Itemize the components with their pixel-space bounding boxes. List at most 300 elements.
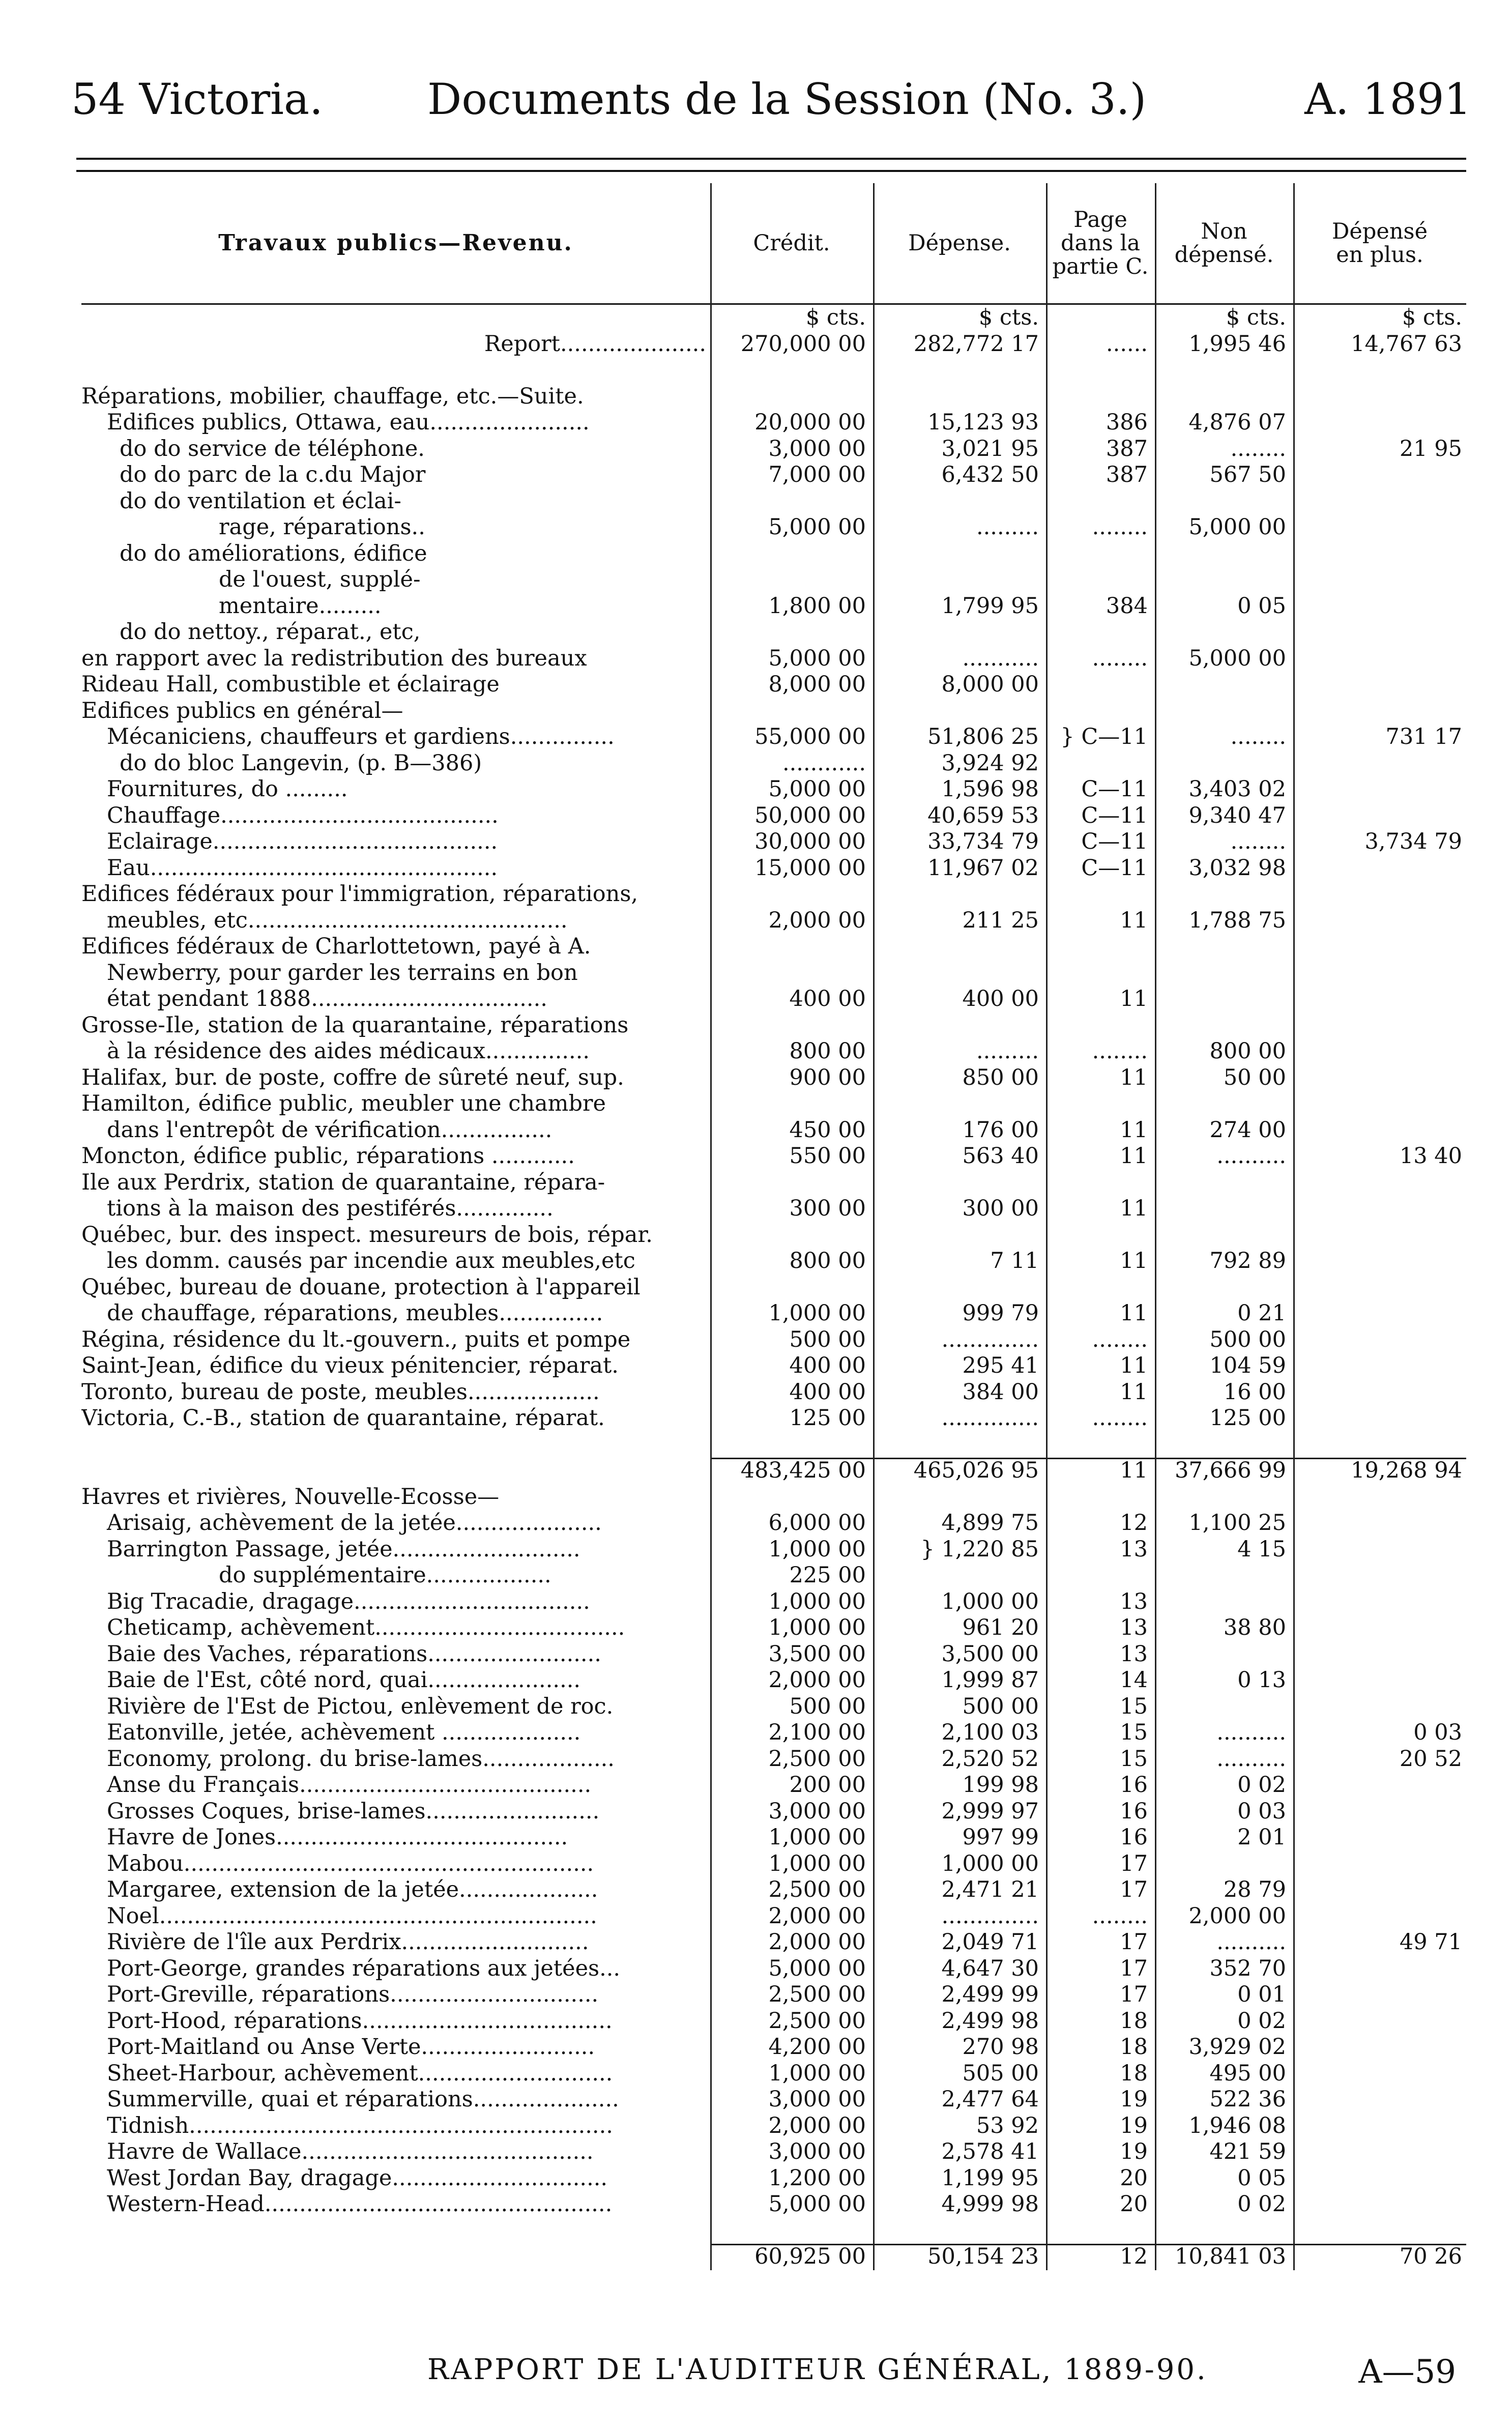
row-page-ref: 11 <box>1120 1458 1148 1483</box>
row-page-ref: 11 <box>1120 907 1148 933</box>
table-total-row <box>81 2244 1466 2270</box>
column-divider <box>1155 183 1156 2270</box>
header-year: A. 1891 <box>1304 74 1471 124</box>
row-description: Mabou........................................................... <box>107 1850 594 1876</box>
row-depense: 53 92 <box>976 2112 1039 2138</box>
row-depense: 4,999 98 <box>941 2191 1039 2217</box>
accounts-table <box>81 183 1466 2270</box>
row-non-depense: 0 02 <box>1237 1772 1286 1798</box>
row-page-ref: 17 <box>1120 1877 1148 1902</box>
row-non-depense: 5,000 00 <box>1188 514 1286 540</box>
row-depense: 199 98 <box>962 1772 1039 1798</box>
row-page-ref: 18 <box>1120 2008 1148 2034</box>
row-non-depense: 0 13 <box>1237 1667 1286 1693</box>
row-depense: 4,647 30 <box>941 1955 1039 1981</box>
row-depense: } 1,220 85 <box>920 1536 1039 1562</box>
row-depense-plus: 14,767 63 <box>1351 331 1462 357</box>
row-description: Edifices fédéraux pour l'immigration, réparations, <box>81 881 638 907</box>
table-row <box>81 2061 1466 2087</box>
row-credit: 500 00 <box>789 1326 866 1352</box>
row-description: Victoria, C.-B., station de quarantaine, réparat. <box>81 1405 605 1431</box>
row-non-depense: 495 00 <box>1209 2060 1286 2086</box>
row-description: Western-Head.................................................. <box>107 2191 613 2217</box>
row-depense: 2,049 71 <box>941 1929 1039 1955</box>
row-credit: 225 00 <box>789 1562 866 1588</box>
row-description: Rivière de l'Est de Pictou, enlèvement de roc. <box>107 1693 614 1719</box>
column-header-credit: Crédit. <box>753 230 830 256</box>
row-page-ref: ...... <box>1106 331 1148 357</box>
table-row <box>81 2191 1466 2218</box>
row-depense-plus: 21 95 <box>1399 436 1462 461</box>
row-page-ref: ........ <box>1092 1326 1148 1352</box>
row-credit: 400 00 <box>789 986 866 1011</box>
row-description: Grosses Coques, brise-lames......................... <box>107 1798 600 1824</box>
row-description: Economy, prolong. du brise-lames................... <box>107 1746 615 1772</box>
row-description: Toronto, bureau de poste, meubles................... <box>81 1379 600 1405</box>
row-depense: 7 11 <box>990 1248 1039 1274</box>
row-non-depense: 0 02 <box>1237 2008 1286 2034</box>
table-row <box>81 2087 1466 2113</box>
row-credit: 400 00 <box>789 1353 866 1378</box>
row-credit: 2,500 00 <box>768 1877 866 1902</box>
row-page-ref: 11 <box>1120 986 1148 1011</box>
row-description: mentaire......... <box>219 593 382 619</box>
table-row <box>81 1851 1466 1877</box>
table-row <box>81 1275 1466 1301</box>
row-description: Margaree, extension de la jetée.................... <box>107 1877 598 1902</box>
table-row <box>81 934 1466 960</box>
table-row <box>81 1667 1466 1694</box>
row-non-depense: 125 00 <box>1209 1405 1286 1431</box>
row-non-depense: 9,340 47 <box>1188 802 1286 828</box>
table-total-row <box>81 1458 1466 1484</box>
row-page-ref <box>1046 305 1148 331</box>
row-description: Edifices publics, Ottawa, eau....................... <box>107 410 590 435</box>
column-header-depense: Dépense. <box>908 230 1011 256</box>
table-row <box>81 1117 1466 1144</box>
row-depense: 500 00 <box>962 1693 1039 1719</box>
table-row <box>81 672 1466 698</box>
row-credit: 55,000 00 <box>754 724 866 749</box>
row-credit: $ cts. <box>805 305 866 330</box>
row-page-ref: 13 <box>1120 1615 1148 1640</box>
row-description: Havre de Jones.......................................... <box>107 1825 568 1850</box>
table-row <box>81 2139 1466 2165</box>
table-row <box>81 646 1466 672</box>
row-description: Barrington Passage, jetée........................... <box>107 1536 580 1562</box>
table-row <box>81 2034 1466 2061</box>
row-depense: .............. <box>941 1405 1039 1431</box>
row-description: de l'ouest, supplé- <box>219 567 421 592</box>
row-credit: 450 00 <box>789 1117 866 1143</box>
row-non-depense: 38 80 <box>1223 1615 1286 1640</box>
row-credit: 2,000 00 <box>768 907 866 933</box>
table-row <box>81 1248 1466 1275</box>
row-non-depense: 1,995 46 <box>1188 331 1286 357</box>
row-credit: 1,000 00 <box>768 1536 866 1562</box>
row-credit: 5,000 00 <box>768 1955 866 1981</box>
row-depense: 2,471 21 <box>941 1877 1039 1902</box>
row-non-depense: 4 15 <box>1237 1536 1286 1562</box>
row-page-ref: 16 <box>1120 1772 1148 1798</box>
row-description: Mécaniciens, chauffeurs et gardiens............... <box>107 724 615 749</box>
row-credit: 1,000 00 <box>768 1300 866 1326</box>
row-non-depense: $ cts. <box>1226 305 1286 330</box>
row-credit: 3,000 00 <box>768 2087 866 2112</box>
row-description: Report..................... <box>484 331 706 357</box>
row-credit: 900 00 <box>789 1064 866 1090</box>
row-credit: 3,000 00 <box>768 2139 866 2164</box>
table-row <box>81 908 1466 934</box>
row-description: de chauffage, réparations, meubles............... <box>107 1300 603 1326</box>
row-depense: 295 41 <box>962 1353 1039 1378</box>
row-credit: 3,000 00 <box>768 1798 866 1824</box>
header-session-number: 54 Victoria. <box>71 74 323 124</box>
row-page-ref: 18 <box>1120 2060 1148 2086</box>
row-depense: 2,520 52 <box>941 1746 1039 1772</box>
table-row <box>81 1694 1466 1720</box>
row-credit: 125 00 <box>789 1405 866 1431</box>
row-non-depense: 792 89 <box>1209 1248 1286 1274</box>
column-header-page <box>1046 183 1155 303</box>
row-description: Eau.................................................. <box>107 855 498 881</box>
row-depense-plus: 70 26 <box>1399 2244 1462 2269</box>
row-depense: 40,659 53 <box>927 802 1039 828</box>
row-depense: 6,432 50 <box>941 462 1039 487</box>
row-non-depense: 0 05 <box>1237 593 1286 619</box>
table-header-row <box>81 183 1466 305</box>
column-header-page-line: dans la <box>1061 230 1140 256</box>
table-row <box>81 750 1466 777</box>
row-non-depense: 522 36 <box>1209 2087 1286 2112</box>
row-credit: 1,000 00 <box>768 1588 866 1614</box>
row-credit: 8,000 00 <box>768 672 866 697</box>
row-description: dans l'entrepôt de vérification................ <box>107 1117 553 1143</box>
row-description: Ile aux Perdrix, station de quarantaine, répara- <box>81 1169 605 1195</box>
row-credit: 800 00 <box>789 1038 866 1064</box>
row-page-ref: 15 <box>1120 1693 1148 1719</box>
row-depense: 4,899 75 <box>941 1510 1039 1536</box>
row-description: do do service de téléphone. <box>120 436 425 461</box>
row-description: rage, réparations.. <box>219 514 425 540</box>
row-non-depense: 800 00 <box>1209 1038 1286 1064</box>
row-depense-plus: 731 17 <box>1385 724 1462 749</box>
row-page-ref: 11 <box>1120 1248 1148 1274</box>
row-depense: 850 00 <box>962 1064 1039 1090</box>
row-description: Rideau Hall, combustible et éclairage <box>81 672 500 697</box>
row-depense: 3,500 00 <box>941 1641 1039 1667</box>
row-depense: 1,199 95 <box>941 2165 1039 2191</box>
table-row <box>81 1589 1466 1615</box>
row-description: do do améliorations, édifice <box>120 540 427 566</box>
table-row <box>81 1432 1466 1458</box>
row-credit: 1,800 00 <box>768 593 866 619</box>
row-depense: 15,123 93 <box>927 410 1039 435</box>
row-page-ref: 14 <box>1120 1667 1148 1693</box>
row-credit: 1,000 00 <box>768 1615 866 1640</box>
row-depense: 961 20 <box>962 1615 1039 1640</box>
row-credit: 270,000 00 <box>740 331 866 357</box>
row-credit: 550 00 <box>789 1143 866 1169</box>
table-row <box>81 1222 1466 1249</box>
row-description: Anse du Français.......................................... <box>107 1772 592 1798</box>
table-row <box>81 1746 1466 1773</box>
column-header-depense-plus-line: en plus. <box>1336 242 1423 268</box>
row-page-ref: 11 <box>1120 1379 1148 1405</box>
row-description: Cheticamp, achèvement.................................... <box>107 1615 625 1640</box>
row-credit: 2,000 00 <box>768 1929 866 1955</box>
table-row <box>81 1196 1466 1222</box>
row-non-depense: 0 01 <box>1237 1982 1286 2007</box>
row-non-depense: 50 00 <box>1223 1064 1286 1090</box>
row-non-depense: .......... <box>1216 1929 1286 1955</box>
row-page-ref: 19 <box>1120 2087 1148 2112</box>
row-non-depense: 1,788 75 <box>1188 907 1286 933</box>
row-depense-plus: 19,268 94 <box>1351 1458 1462 1483</box>
row-credit: 2,000 00 <box>768 1667 866 1693</box>
table-row <box>81 724 1466 750</box>
row-credit: 300 00 <box>789 1196 866 1221</box>
row-description: Edifices fédéraux de Charlottetown, payé à A. <box>81 934 591 959</box>
row-credit: 3,500 00 <box>768 1641 866 1667</box>
table-row <box>81 1982 1466 2008</box>
table-row <box>81 1300 1466 1327</box>
row-description: Fournitures, do ......... <box>107 776 348 802</box>
row-page-ref: 387 <box>1106 462 1148 487</box>
table-row <box>81 1562 1466 1589</box>
row-page-ref: C—11 <box>1081 855 1148 881</box>
row-description <box>81 1432 706 1458</box>
row-depense: 384 00 <box>962 1379 1039 1405</box>
row-page-ref: 13 <box>1120 1536 1148 1562</box>
table-row <box>81 1510 1466 1537</box>
table-body <box>81 305 1466 2270</box>
row-depense: 465,026 95 <box>913 1458 1039 1483</box>
row-description: Newberry, pour garder les terrains en bon <box>107 960 578 986</box>
column-header-depense-plus <box>1293 183 1466 303</box>
column-header-non-depense <box>1155 183 1293 303</box>
row-non-depense: 5,000 00 <box>1188 645 1286 671</box>
row-page-ref: 20 <box>1120 2191 1148 2217</box>
row-page-ref: ........ <box>1092 1903 1148 1929</box>
row-depense-plus: 0 03 <box>1413 1720 1462 1745</box>
row-credit: 483,425 00 <box>740 1458 866 1483</box>
row-non-depense: 1,946 08 <box>1188 2112 1286 2138</box>
table-row <box>81 1799 1466 1825</box>
row-credit: 50,000 00 <box>754 802 866 828</box>
row-credit: 1,200 00 <box>768 2165 866 2191</box>
row-description: do do bloc Langevin, (p. B—386) <box>120 750 482 776</box>
row-description: Tidnish............................................................. <box>107 2112 613 2138</box>
row-description: Halifax, bur. de poste, coffre de sûreté neuf, sup. <box>81 1064 624 1090</box>
table-row <box>81 2008 1466 2035</box>
row-depense: 2,477 64 <box>941 2087 1039 2112</box>
row-description: Big Tracadie, dragage.................................. <box>107 1588 590 1614</box>
table-row <box>81 2165 1466 2192</box>
row-depense: 1,000 00 <box>941 1588 1039 1614</box>
row-page-ref: } C—11 <box>1060 724 1148 749</box>
row-credit: 5,000 00 <box>768 776 866 802</box>
column-header-non-depense-line: Non <box>1201 219 1247 244</box>
table-row <box>81 1012 1466 1039</box>
row-non-depense: .......... <box>1216 1746 1286 1772</box>
table-row <box>81 1170 1466 1196</box>
row-depense: ........... <box>962 645 1039 671</box>
header-rule <box>76 170 1466 172</box>
column-divider <box>873 183 875 2270</box>
row-credit: 2,500 00 <box>768 1982 866 2007</box>
column-divider <box>1046 183 1048 2270</box>
row-description: Summerville, quai et réparations..................... <box>107 2087 619 2112</box>
row-credit: 1,000 00 <box>768 2060 866 2086</box>
row-page-ref: 384 <box>1106 593 1148 619</box>
row-description <box>81 305 706 331</box>
row-page-ref: ........ <box>1092 1405 1148 1431</box>
row-description: Havre de Wallace.......................................... <box>107 2139 594 2164</box>
table-row <box>81 1379 1466 1406</box>
table-row <box>81 619 1466 646</box>
table-row <box>81 567 1466 593</box>
table-row <box>81 1772 1466 1799</box>
table-row <box>81 1143 1466 1170</box>
row-page-ref: 11 <box>1120 1196 1148 1221</box>
row-depense: ......... <box>976 1038 1039 1064</box>
row-page-ref: C—11 <box>1081 802 1148 828</box>
row-depense: 999 79 <box>962 1300 1039 1326</box>
row-depense: 50,154 23 <box>927 2244 1039 2269</box>
row-page-ref: 11 <box>1120 1117 1148 1143</box>
row-description: Eclairage......................................... <box>107 829 498 854</box>
row-credit: 30,000 00 <box>754 829 866 854</box>
table-row <box>81 855 1466 882</box>
row-credit: 15,000 00 <box>754 855 866 881</box>
row-non-depense: 2 01 <box>1237 1825 1286 1850</box>
table-row <box>81 1484 1466 1511</box>
row-depense: 33,734 79 <box>927 829 1039 854</box>
row-depense-plus: 3,734 79 <box>1364 829 1462 854</box>
row-credit: 2,000 00 <box>768 2112 866 2138</box>
row-description: Arisaig, achèvement de la jetée..................... <box>107 1510 602 1536</box>
row-page-ref: 13 <box>1120 1641 1148 1667</box>
row-non-depense: 4,876 07 <box>1188 410 1286 435</box>
table-row <box>81 698 1466 725</box>
row-description: les domm. causés par incendie aux meubles,etc <box>107 1248 635 1274</box>
table-row <box>81 1641 1466 1668</box>
table-row <box>81 881 1466 908</box>
footer-page-number: A—59 <box>1358 2353 1456 2391</box>
row-depense: $ cts. <box>978 305 1039 330</box>
row-description: Port-George, grandes réparations aux jetées... <box>107 1955 621 1981</box>
row-credit: 500 00 <box>789 1693 866 1719</box>
column-divider <box>710 183 712 2270</box>
row-description: do supplémentaire.................. <box>219 1562 551 1588</box>
row-non-depense: 0 02 <box>1237 2191 1286 2217</box>
row-page-ref: 19 <box>1120 2139 1148 2164</box>
row-non-depense: 2,000 00 <box>1188 1903 1286 1929</box>
row-depense: 997 99 <box>962 1825 1039 1850</box>
row-page-ref: C—11 <box>1081 829 1148 854</box>
row-non-depense: 3,929 02 <box>1188 2034 1286 2060</box>
row-non-depense: 104 59 <box>1209 1353 1286 1378</box>
table-row <box>81 1537 1466 1563</box>
row-description: en rapport avec la redistribution des bureaux <box>81 645 587 671</box>
row-depense: 270 98 <box>962 2034 1039 2060</box>
row-non-depense: 1,100 25 <box>1188 1510 1286 1536</box>
row-depense: 3,021 95 <box>941 436 1039 461</box>
row-non-depense: 28 79 <box>1223 1877 1286 1902</box>
row-depense: .............. <box>941 1326 1039 1352</box>
row-page-ref: C—11 <box>1081 776 1148 802</box>
row-credit: 20,000 00 <box>754 410 866 435</box>
table-row <box>81 436 1466 462</box>
row-description: Moncton, édifice public, réparations ............ <box>81 1143 575 1169</box>
row-description: à la résidence des aides médicaux............... <box>107 1038 590 1064</box>
row-depense: 1,596 98 <box>941 776 1039 802</box>
row-credit: 1,000 00 <box>768 1850 866 1876</box>
table-row <box>81 2113 1466 2139</box>
row-non-depense: 16 00 <box>1223 1379 1286 1405</box>
table-row <box>81 514 1466 541</box>
header-rule <box>76 158 1466 160</box>
table-row <box>81 488 1466 515</box>
row-page-ref: 15 <box>1120 1720 1148 1745</box>
row-description: Grosse-Ile, station de la quarantaine, réparations <box>81 1012 629 1038</box>
table-row <box>81 593 1466 620</box>
row-description: état pendant 1888.................................. <box>107 986 547 1011</box>
row-page-ref: ........ <box>1092 514 1148 540</box>
table-row <box>81 410 1466 436</box>
table-row <box>81 1353 1466 1379</box>
row-page-ref: ........ <box>1092 1038 1148 1064</box>
column-header-depense-plus-line: Dépensé <box>1331 219 1428 244</box>
row-non-depense: 352 70 <box>1209 1955 1286 1981</box>
table-row <box>81 462 1466 488</box>
table-row <box>81 1038 1466 1065</box>
row-page-ref: ........ <box>1092 645 1148 671</box>
row-non-depense: ........ <box>1230 724 1286 749</box>
row-description: West Jordan Bay, dragage............................... <box>107 2165 608 2191</box>
row-non-depense: ........ <box>1230 829 1286 854</box>
table-row <box>81 305 1466 331</box>
row-credit: 5,000 00 <box>768 645 866 671</box>
row-page-ref: 11 <box>1120 1353 1148 1378</box>
table-row <box>81 1877 1466 1903</box>
row-depense: 211 25 <box>962 907 1039 933</box>
row-depense-plus: 13 40 <box>1399 1143 1462 1169</box>
row-credit: 800 00 <box>789 1248 866 1274</box>
row-page-ref: 19 <box>1120 2112 1148 2138</box>
header-document-title: Documents de la Session (No. 3.) <box>427 74 1147 124</box>
row-depense-plus: 20 52 <box>1399 1746 1462 1772</box>
row-depense: 2,499 98 <box>941 2008 1039 2034</box>
row-page-ref: 386 <box>1106 410 1148 435</box>
row-page-ref: 11 <box>1120 1143 1148 1169</box>
row-credit: 400 00 <box>789 1379 866 1405</box>
table-row <box>81 1903 1466 1930</box>
row-description: meubles, etc.............................................. <box>107 907 568 933</box>
row-depense: 1,000 00 <box>941 1850 1039 1876</box>
row-page-ref: 11 <box>1120 1064 1148 1090</box>
row-description: Port-Hood, réparations.................................... <box>107 2008 613 2034</box>
row-description: Saint-Jean, édifice du vieux pénitencier, réparat. <box>81 1353 619 1378</box>
row-page-ref: 17 <box>1120 1982 1148 2007</box>
table-row <box>81 2218 1466 2244</box>
row-depense: 505 00 <box>962 2060 1039 2086</box>
row-description: Port-Maitland ou Anse Verte......................... <box>107 2034 595 2060</box>
row-page-ref: 17 <box>1120 1955 1148 1981</box>
row-description: Baie de l'Est, côté nord, quai...................... <box>107 1667 581 1693</box>
row-description: tions à la maison des pestiférés.............. <box>107 1196 554 1221</box>
